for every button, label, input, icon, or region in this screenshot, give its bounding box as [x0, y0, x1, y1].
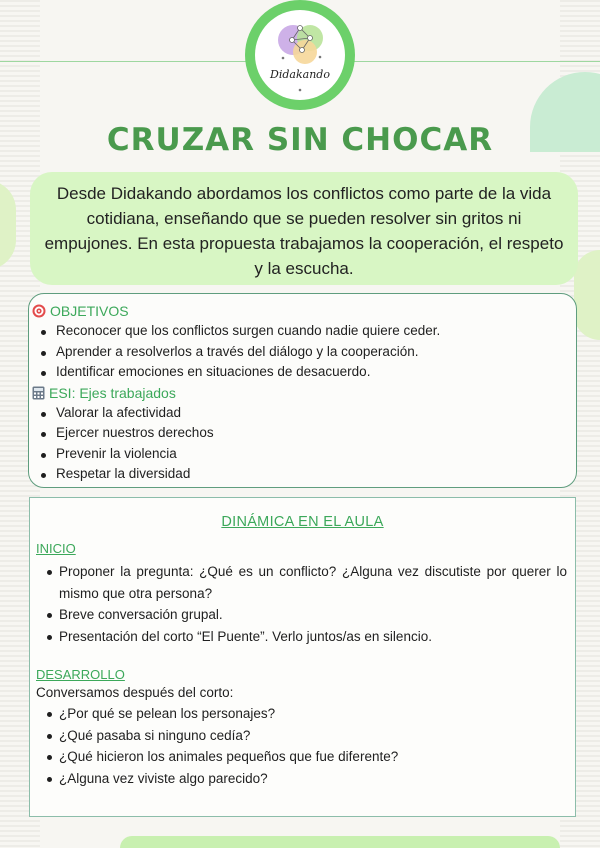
objectives-heading — [29, 294, 576, 321]
list-item: Prevenir la violencia — [29, 444, 576, 465]
esi-list — [29, 403, 576, 485]
logo-text: Didakando — [270, 68, 330, 81]
decorative-bar-bottom — [120, 836, 560, 848]
list-item: ¿Qué hicieron los animales pequeños que fue diferente? — [30, 746, 575, 768]
list-item: Presentación del corto “El Puente”. Verlo juntos/as en silencio. — [30, 626, 575, 648]
page-title: CRUZAR SIN CHOCAR — [106, 122, 494, 158]
list-item: Proponer la pregunta: ¿Qué es un conflicto? ¿Alguna vez discutiste por querer lo mismo que otra persona? — [30, 561, 575, 604]
logo-badge — [255, 10, 345, 100]
list-item: ¿Por qué se pelean los personajes? — [30, 703, 575, 725]
list-item: ¿Qué pasaba si ninguno cedía? — [30, 725, 575, 747]
logo — [245, 0, 355, 110]
objectives-box — [28, 293, 577, 488]
objectives-list — [29, 321, 576, 383]
list-item: Respetar la diversidad — [29, 464, 576, 485]
desarrollo-lead: Conversamos después del corto: — [36, 685, 234, 700]
inicio-heading: INICIO — [36, 541, 76, 556]
esi-heading — [29, 383, 576, 403]
logo-network-icon — [255, 10, 345, 100]
list-item: Aprender a resolverlos a través del diálogo y la cooperación. — [29, 342, 576, 363]
dynamic-title: DINÁMICA EN EL AULA — [221, 514, 384, 530]
dynamic-box — [29, 497, 576, 817]
objectives-heading-label: OBJETIVOS — [50, 303, 129, 319]
list-item: ¿Alguna vez viviste algo parecido? — [30, 768, 575, 790]
list-item: Reconocer que los conflictos surgen cuando nadie quiere ceder. — [29, 321, 576, 342]
list-item: Identificar emociones en situaciones de desacuerdo. — [29, 362, 576, 383]
intro-paragraph: Desde Didakando abordamos los conflictos como parte de la vida cotidiana, enseñando que se pueden resolver sin gritos ni empujones. En esta propuesta trabajamos la cooperación, el respeto y la escucha. — [30, 172, 578, 285]
inicio-list — [30, 561, 575, 647]
calculator-icon — [32, 386, 45, 400]
target-icon — [32, 304, 46, 318]
list-item: Valorar la afectividad — [29, 403, 576, 424]
esi-heading-label: ESI: Ejes trabajados — [49, 384, 176, 401]
list-item: Breve conversación grupal. — [30, 604, 575, 626]
list-item: Ejercer nuestros derechos — [29, 423, 576, 444]
desarrollo-list — [30, 703, 575, 789]
desarrollo-heading: DESARROLLO — [36, 667, 125, 682]
